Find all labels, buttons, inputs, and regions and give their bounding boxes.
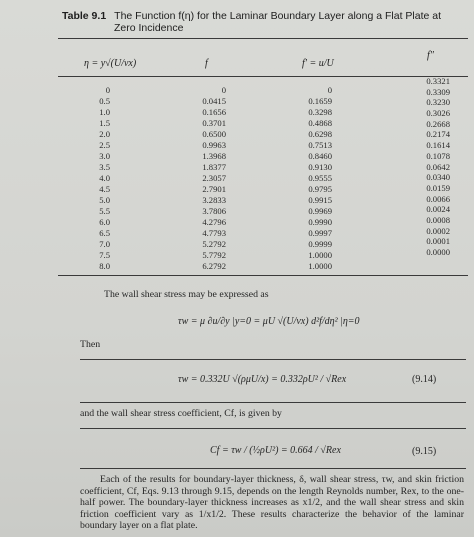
cell-eta: 6.0 [99, 217, 110, 227]
column-fprime [296, 86, 332, 273]
equation-9-14-number: (9.14) [412, 374, 437, 385]
cell-fprime: 0.8460 [308, 151, 332, 161]
cell-f: 2.7901 [202, 184, 226, 194]
body-paragraph: Each of the results for boundary-layer thickness, δ, wall shear stress, τw, and skin friction coefficient, Cf, Eqs. 9.13 through 9.15, depends on the length Reynolds number, Rex, to the one-half power. The boundary-layer thickness increases as x1/2, and the wall shear stress and skin friction coefficient vary as 1/x1/2. These results characterize the behavior of the laminar boundary layer on a flat plate. [80, 474, 464, 531]
shear-intro-text: The wall shear stress may be expressed as [104, 289, 269, 300]
table-number: Table 9.1 [62, 10, 107, 22]
cell-fdoubleprime: 0.3309 [426, 86, 450, 97]
coef-intro-text: and the wall shear stress coefficient, Cf, is given by [80, 408, 282, 419]
cell-f: 0.9963 [202, 140, 226, 150]
eq914-top-rule [80, 359, 466, 360]
cell-fdoubleprime: 0.0000 [426, 247, 450, 257]
cell-fprime: 0.9999 [308, 239, 332, 249]
eq914-bottom-rule [80, 402, 466, 403]
cell-f: 0.6500 [202, 129, 226, 139]
cell-fprime: 0.9915 [308, 195, 332, 205]
cell-eta: 3.5 [99, 162, 110, 172]
cell-f: 4.7793 [202, 228, 226, 238]
header-f: f [205, 58, 208, 69]
then-text: Then [80, 339, 101, 350]
cell-fdoubleprime: 0.2174 [426, 129, 450, 140]
cell-fprime: 0.7513 [308, 140, 332, 150]
cell-fprime: 0.9130 [308, 162, 332, 172]
cell-fprime: 0.9990 [308, 217, 332, 227]
header-eta: η = y√(U/νx) [84, 58, 137, 69]
cell-fprime: 0.3298 [308, 107, 332, 117]
header-fprime: f′ = u/U [302, 58, 334, 69]
cell-fdoubleprime: 0.2668 [426, 118, 450, 129]
cell-eta: 0 [105, 85, 110, 95]
table-caption [62, 10, 462, 34]
cell-fprime: 1.0000 [308, 261, 332, 271]
cell-eta: 6.5 [99, 228, 110, 238]
cell-fdoubleprime: 0.3321 [426, 76, 450, 86]
cell-eta: 2.5 [99, 140, 110, 150]
eq915-bottom-rule [80, 468, 466, 469]
shear-equation: τw = μ ∂u/∂y |y=0 = μU √(U/νx) d²f/dη² |η=0 [178, 316, 360, 327]
cell-eta: 4.5 [99, 184, 110, 194]
equation-9-15: Cf = τw / (½ρU²) = 0.664 / √Rex [210, 445, 341, 456]
cell-f: 6.2792 [202, 261, 226, 271]
cell-f: 0.1656 [202, 107, 226, 117]
cell-f: 1.3968 [202, 151, 226, 161]
cell-fdoubleprime: 0.0002 [426, 225, 450, 236]
cell-fprime: 0.1659 [308, 96, 332, 106]
cell-fdoubleprime: 0.0340 [426, 172, 450, 183]
cell-eta: 3.0 [99, 151, 110, 161]
cell-eta: 2.0 [99, 129, 110, 139]
cell-fdoubleprime: 0.0066 [426, 193, 450, 204]
cell-f: 1.8377 [202, 162, 226, 172]
equation-9-14: τw = 0.332U √(ρμU/x) = 0.332ρU² / √Rex [178, 374, 347, 385]
cell-fdoubleprime: 0.0008 [426, 214, 450, 225]
cell-fprime: 0.6298 [308, 129, 332, 139]
header-fdoubleprime: f″ [427, 50, 434, 61]
table-title-line2: Zero Incidence [114, 22, 184, 34]
cell-fprime: 0.9997 [308, 228, 332, 238]
cell-fprime: 1.0000 [308, 250, 332, 260]
column-f [190, 86, 226, 273]
table-bottom-rule [58, 275, 468, 276]
cell-f: 0.3701 [202, 118, 226, 128]
cell-fprime: 0.4868 [308, 118, 332, 128]
cell-eta: 8.0 [99, 261, 110, 271]
eq915-top-rule [80, 428, 466, 429]
cell-eta: 5.0 [99, 195, 110, 205]
cell-fdoubleprime: 0.0001 [426, 236, 450, 247]
cell-eta: 1.0 [99, 107, 110, 117]
cell-eta: 0.5 [99, 96, 110, 106]
cell-f: 3.2833 [202, 195, 226, 205]
cell-eta: 7.5 [99, 250, 110, 260]
cell-f: 4.2796 [202, 217, 226, 227]
column-eta [88, 86, 110, 273]
table-title-line1: The Function f(η) for the Laminar Boundary Layer along a Flat Plate at [114, 10, 442, 22]
cell-fdoubleprime: 0.3230 [426, 97, 450, 108]
cell-fdoubleprime: 0.0159 [426, 182, 450, 193]
table-top-rule [58, 38, 468, 39]
cell-fdoubleprime: 0.1078 [426, 150, 450, 161]
cell-f: 5.2792 [202, 239, 226, 249]
cell-fdoubleprime: 0.0024 [426, 204, 450, 215]
cell-eta: 5.5 [99, 206, 110, 216]
cell-f: 0 [221, 85, 226, 95]
cell-fprime: 0 [327, 85, 332, 95]
cell-f: 2.3057 [202, 173, 226, 183]
cell-f: 0.0415 [202, 96, 226, 106]
cell-fprime: 0.9969 [308, 206, 332, 216]
table-header-rule [58, 76, 468, 77]
cell-eta: 1.5 [99, 118, 110, 128]
cell-fdoubleprime: 0.0642 [426, 161, 450, 172]
column-fdoubleprime [412, 77, 450, 259]
cell-eta: 4.0 [99, 173, 110, 183]
cell-fprime: 0.9795 [308, 184, 332, 194]
cell-eta: 7.0 [99, 239, 110, 249]
cell-fdoubleprime: 0.1614 [426, 140, 450, 151]
cell-fprime: 0.9555 [308, 173, 332, 183]
cell-fdoubleprime: 0.3026 [426, 108, 450, 119]
cell-f: 3.7806 [202, 206, 226, 216]
equation-9-15-number: (9.15) [412, 446, 437, 457]
cell-f: 5.7792 [202, 250, 226, 260]
